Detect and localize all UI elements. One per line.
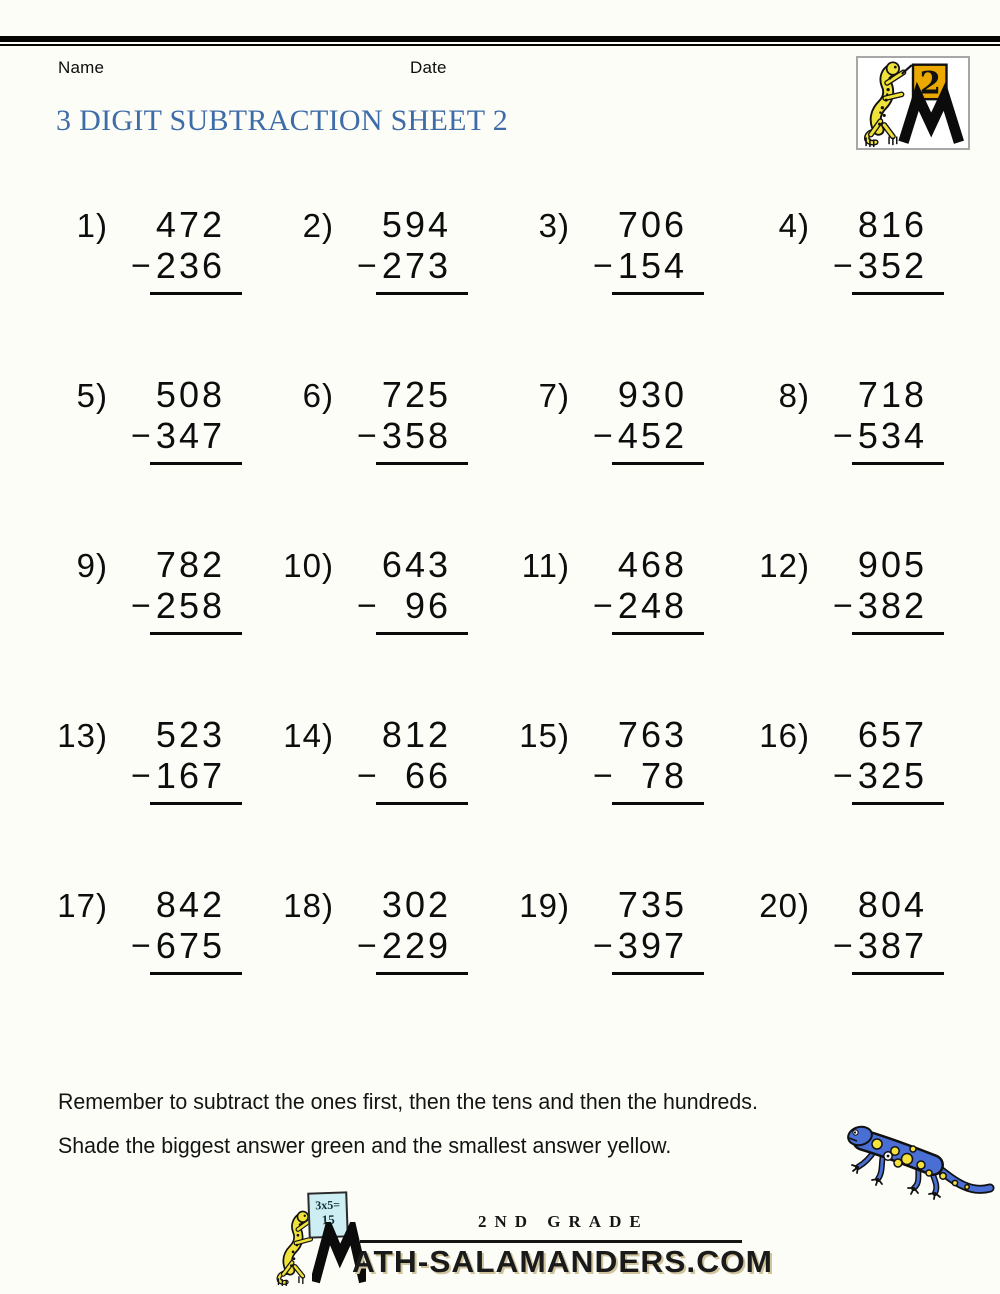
grade-number: 2 — [919, 65, 941, 102]
problem-cell — [742, 205, 960, 375]
problem-cell — [742, 715, 960, 885]
problem-cell — [266, 885, 502, 1055]
problem-number: 6) — [302, 377, 334, 414]
math-salamanders-corner-logo — [856, 56, 970, 150]
subtrahend-value: 229 — [381, 925, 451, 966]
logo-m-letter — [903, 96, 959, 142]
problem-cell — [502, 885, 742, 1055]
problem-number: 19) — [519, 887, 570, 924]
problem-cell — [742, 375, 960, 545]
minuend-value: 718 — [857, 374, 927, 415]
sign-equation: 3x5= — [314, 1197, 341, 1213]
corner-logo-graphic — [858, 58, 968, 148]
problems-grid — [40, 205, 970, 1055]
problem-column — [118, 375, 236, 465]
instruction-line-1: Remember to subtract the ones first, then the tens and then the hundreds. — [58, 1089, 758, 1114]
problem-column — [344, 375, 462, 465]
minuend-value: 804 — [857, 884, 927, 925]
minuend-value: 472 — [155, 204, 225, 245]
problem-column — [344, 885, 462, 975]
problem-cell — [266, 545, 502, 715]
answer-line — [612, 462, 704, 465]
minus-sign: − — [131, 247, 151, 285]
problem-column — [580, 545, 698, 635]
problem-number: 18) — [283, 887, 334, 924]
problem-column — [820, 545, 938, 635]
problem-cell — [502, 545, 742, 715]
subtrahend-value: 675 — [155, 925, 225, 966]
minuend-value: 302 — [381, 884, 451, 925]
answer-line — [612, 632, 704, 635]
problem-number: 11) — [521, 547, 570, 584]
minus-sign: − — [593, 247, 613, 285]
minuend-value: 905 — [857, 544, 927, 585]
problem-column — [580, 885, 698, 975]
minus-sign: − — [833, 927, 853, 965]
minuend-value: 812 — [381, 714, 451, 755]
answer-line — [852, 632, 944, 635]
minuend-value: 725 — [381, 374, 451, 415]
answer-line — [376, 462, 468, 465]
subtrahend-value: 258 — [155, 585, 225, 626]
problem-number: 2) — [302, 207, 334, 244]
minus-sign: − — [833, 417, 853, 455]
subtrahend-value: 352 — [857, 245, 927, 286]
subtrahend-value: 154 — [617, 245, 687, 286]
minus-sign: − — [833, 247, 853, 285]
problem-number: 1) — [76, 207, 108, 244]
answer-line — [612, 802, 704, 805]
minuend-value: 706 — [617, 204, 687, 245]
problem-number: 20) — [759, 887, 810, 924]
minus-sign: − — [833, 587, 853, 625]
minuend-value: 508 — [155, 374, 225, 415]
subtrahend-value: 248 — [617, 585, 687, 626]
problem-number: 8) — [778, 377, 810, 414]
subtrahend-value: 534 — [857, 415, 927, 456]
name-field-label: Name — [58, 58, 105, 77]
minus-sign: − — [833, 757, 853, 795]
subtrahend-value: 347 — [155, 415, 225, 456]
problem-cell — [502, 715, 742, 885]
grade-level-text: 2ND GRADE — [478, 1212, 649, 1231]
problem-column — [820, 715, 938, 805]
problem-number: 3) — [538, 207, 570, 244]
problem-cell — [742, 545, 960, 715]
problem-number: 4) — [778, 207, 810, 244]
minus-sign: − — [131, 757, 151, 795]
problem-cell — [40, 715, 266, 885]
problem-column — [580, 205, 698, 295]
problem-cell — [40, 205, 266, 375]
problem-column — [820, 885, 938, 975]
site-name-text: ATH-SALAMANDERS.COM — [352, 1244, 774, 1279]
answer-line — [150, 802, 242, 805]
blue-salamander-icon — [843, 1108, 995, 1208]
problem-number: 15) — [519, 717, 570, 754]
problem-cell — [266, 715, 502, 885]
minuend-value: 782 — [155, 544, 225, 585]
subtrahend-value: 397 — [617, 925, 687, 966]
minuend-value: 468 — [617, 544, 687, 585]
subtrahend-value: 167 — [155, 755, 225, 796]
answer-line — [612, 972, 704, 975]
problem-column — [580, 375, 698, 465]
problem-column — [344, 205, 462, 295]
problem-number: 5) — [76, 377, 108, 414]
problem-number: 14) — [283, 717, 334, 754]
minus-sign: − — [357, 247, 377, 285]
minus-sign: − — [131, 587, 151, 625]
answer-line — [376, 972, 468, 975]
problem-column — [820, 375, 938, 465]
answer-line — [852, 972, 944, 975]
minuend-value: 816 — [857, 204, 927, 245]
problem-column — [118, 715, 236, 805]
problem-number: 13) — [57, 717, 108, 754]
footer-logo-block — [272, 1192, 774, 1288]
subtrahend-value: 358 — [381, 415, 451, 456]
answer-line — [376, 802, 468, 805]
minus-sign: − — [593, 417, 613, 455]
problem-cell — [266, 375, 502, 545]
minus-sign: − — [357, 587, 377, 625]
subtrahend-value: 66 — [404, 755, 451, 796]
problem-cell — [742, 885, 960, 1055]
minus-sign: − — [593, 587, 613, 625]
answer-line — [852, 462, 944, 465]
answer-line — [852, 292, 944, 295]
minuend-value: 523 — [155, 714, 225, 755]
subtrahend-value: 382 — [857, 585, 927, 626]
problem-cell — [502, 375, 742, 545]
problem-number: 10) — [283, 547, 334, 584]
minus-sign: − — [131, 417, 151, 455]
minus-sign: − — [357, 757, 377, 795]
answer-line — [150, 972, 242, 975]
problem-number: 12) — [759, 547, 810, 584]
problem-column — [580, 715, 698, 805]
subtrahend-value: 325 — [857, 755, 927, 796]
top-double-rule — [0, 36, 1000, 46]
subtrahend-value: 452 — [617, 415, 687, 456]
problem-number: 17) — [57, 887, 108, 924]
problem-column — [344, 545, 462, 635]
problem-number: 7) — [538, 377, 570, 414]
problem-cell — [502, 205, 742, 375]
minuend-value: 763 — [617, 714, 687, 755]
problem-cell — [40, 375, 266, 545]
answer-line — [376, 632, 468, 635]
minus-sign: − — [131, 927, 151, 965]
problem-cell — [40, 885, 266, 1055]
problem-column — [118, 205, 236, 295]
problem-number: 9) — [76, 547, 108, 584]
subtrahend-value: 387 — [857, 925, 927, 966]
answer-line — [150, 292, 242, 295]
answer-line — [150, 462, 242, 465]
answer-line — [150, 632, 242, 635]
minus-sign: − — [593, 927, 613, 965]
minus-sign: − — [357, 417, 377, 455]
minuend-value: 842 — [155, 884, 225, 925]
problem-column — [344, 715, 462, 805]
minuend-value: 643 — [381, 544, 451, 585]
problem-cell — [266, 205, 502, 375]
minuend-value: 657 — [857, 714, 927, 755]
sign-answer: 15 — [321, 1211, 335, 1228]
problem-cell — [40, 545, 266, 715]
subtrahend-value: 78 — [640, 755, 687, 796]
minuend-value: 594 — [381, 204, 451, 245]
instruction-line-2: Shade the biggest answer green and the smallest answer yellow. — [58, 1133, 672, 1158]
answer-line — [376, 292, 468, 295]
date-field-label: Date — [410, 58, 447, 77]
minus-sign: − — [357, 927, 377, 965]
subtrahend-value: 273 — [381, 245, 451, 286]
minus-sign: − — [593, 757, 613, 795]
instructions-block — [58, 1080, 888, 1168]
minuend-value: 735 — [617, 884, 687, 925]
problem-column — [118, 885, 236, 975]
problem-number: 16) — [759, 717, 810, 754]
footer-rule — [360, 1240, 742, 1243]
answer-line — [852, 802, 944, 805]
answer-line — [612, 292, 704, 295]
minuend-value: 930 — [617, 374, 687, 415]
subtrahend-value: 96 — [404, 585, 451, 626]
problem-column — [820, 205, 938, 295]
page-title: 3 DIGIT SUBTRACTION SHEET 2 — [56, 104, 508, 137]
problem-column — [118, 545, 236, 635]
subtrahend-value: 236 — [155, 245, 225, 286]
